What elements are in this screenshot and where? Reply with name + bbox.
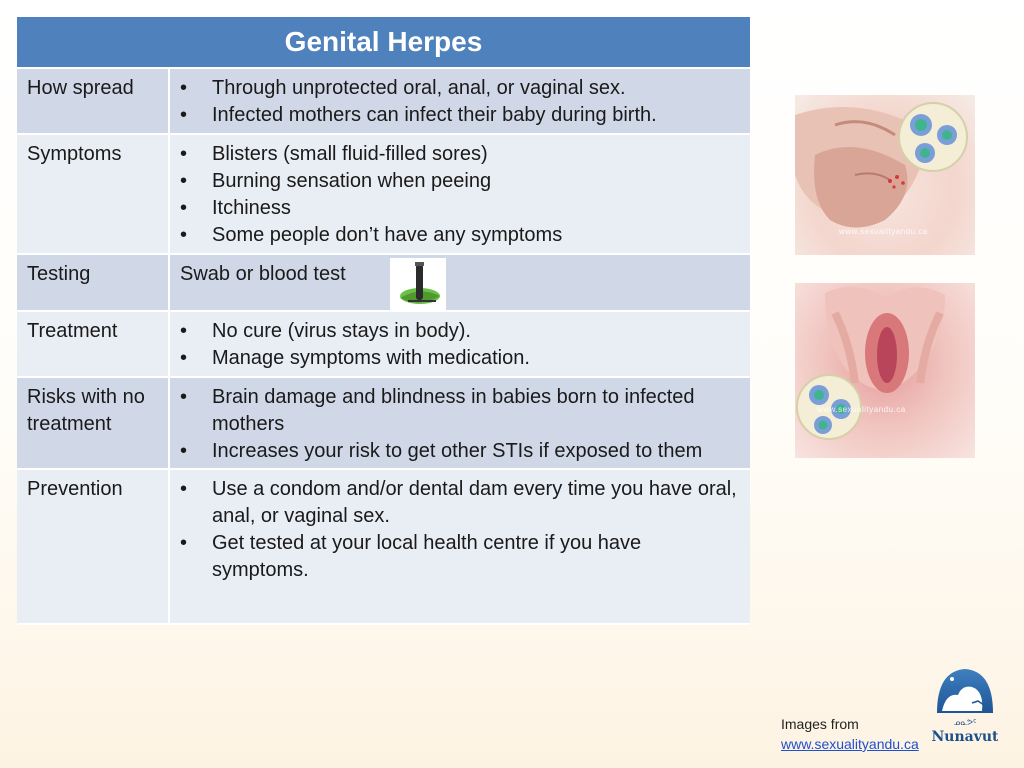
table-row-testing (17, 255, 750, 312)
image-watermark: www.sexualityandu.ca (817, 405, 906, 414)
image-credit (781, 714, 919, 754)
row-label: Prevention (17, 470, 170, 623)
row-content (170, 135, 750, 253)
row-content (170, 378, 750, 468)
table-row-prevention (17, 470, 750, 625)
bullet-item: • Increases your risk to get other STIs if exposed to them (180, 440, 703, 462)
test-tube-image (390, 258, 446, 310)
table-row-treatment (17, 312, 750, 378)
credit-link[interactable]: www.sexualityandu.ca (781, 736, 919, 752)
table-row-how-spread (17, 69, 750, 135)
row-label: Risks with no treatment (17, 378, 170, 468)
row-label: Symptoms (17, 135, 170, 253)
row-label: Treatment (17, 312, 170, 376)
nunavut-logo (932, 665, 998, 745)
bullet-item: • Itchiness (180, 197, 291, 219)
herpes-info-table (17, 17, 750, 625)
bullet-item: • Manage symptoms with medication. (180, 347, 530, 369)
bullet-item: • Use a condom and/or dental dam every time you have oral, anal, or vaginal sex. (180, 478, 737, 527)
illustration-male (795, 95, 975, 255)
bullet-item: • Brain damage and blindness in babies born to infected mothers (180, 386, 695, 435)
bullet-item: • Some people don’t have any symptoms (180, 224, 563, 246)
nunavut-emblem-icon (932, 665, 998, 745)
row-content (170, 255, 750, 310)
credit-label: Images from (781, 716, 859, 732)
row-content (170, 470, 750, 623)
table-title: Genital Herpes (17, 17, 750, 69)
bullet-item: • No cure (virus stays in body). (180, 320, 471, 342)
bullet-item: • Blisters (small fluid-filled sores) (180, 143, 488, 165)
testing-text: Swab or blood test (180, 263, 346, 285)
test-tube-icon (390, 258, 446, 310)
table-row-risks (17, 378, 750, 470)
table-row-symptoms (17, 135, 750, 255)
bullet-item: • Through unprotected oral, anal, or vaginal sex. (180, 77, 626, 99)
bullet-item: • Get tested at your local health centre if you have symptoms. (180, 532, 642, 581)
logo-text: Nunavut (932, 729, 998, 745)
illustration-female (795, 283, 975, 458)
bullet-item: • Infected mothers can infect their baby during birth. (180, 104, 657, 126)
bullet-item: • Burning sensation when peeing (180, 170, 492, 192)
image-watermark: www.sexualityandu.ca (839, 227, 928, 236)
row-label: Testing (17, 255, 170, 310)
row-content (170, 69, 750, 133)
row-label: How spread (17, 69, 170, 133)
logo-syllabics: ᓄᓇᕗᑦ (953, 718, 977, 727)
row-content (170, 312, 750, 376)
